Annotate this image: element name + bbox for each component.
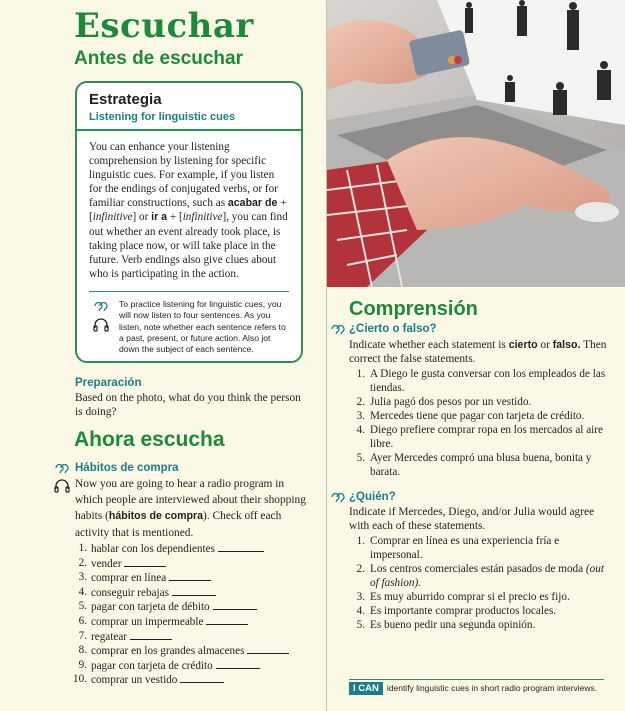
answer-blank[interactable] [180, 673, 224, 683]
item-number: 5. [78, 600, 87, 613]
falso-word: falso. [552, 339, 581, 351]
list-item [349, 451, 607, 479]
answer-blank[interactable] [172, 586, 216, 596]
item-number: 6. [78, 614, 87, 627]
list-item [72, 557, 312, 572]
strategy-body [77, 131, 301, 281]
cierto-falso-list [349, 367, 607, 479]
item-text: hablar con los dependientes [91, 543, 215, 555]
quien-instructions: Indicate if Mercedes, Diego, and/or Julia would agree with each of these statements. [349, 506, 595, 533]
item-number: 8. [78, 644, 87, 657]
item-number: 4. [78, 585, 87, 598]
instruction-text: or [537, 339, 553, 351]
item-text: A Diego le gusta conversar con los empleados de las tiendas. [370, 368, 606, 394]
item-number: 4. [356, 424, 365, 436]
habitos-text-part: ). Check off each activity that is mentioned. [75, 510, 282, 539]
answer-blank[interactable] [213, 600, 257, 610]
list-item [349, 534, 607, 562]
item-number: 3. [78, 571, 87, 584]
habitos-label: Hábitos de compra [75, 462, 179, 474]
list-item [72, 615, 312, 630]
acabar-de-phrase: acabar de [227, 197, 278, 210]
item-number: 2. [356, 396, 365, 408]
note-icons [93, 300, 111, 336]
list-item [349, 604, 607, 618]
pair-activity-icon [93, 300, 109, 312]
list-item [349, 590, 607, 604]
strategy-text: ], you can find out whether an event already took place, is taking place now, or will take place in the future. Verb endings also give clues about who is participating in the action. [89, 211, 288, 280]
list-item [349, 367, 607, 395]
i-can-badge: I CAN [349, 682, 383, 695]
item-number: 1. [78, 542, 87, 554]
quien-label: ¿Quién? [349, 491, 396, 503]
i-can-statement [349, 683, 597, 694]
list-item [72, 673, 312, 688]
item-text: Es bueno pedir una segunda opinión. [370, 619, 536, 631]
item-number: 5. [356, 619, 365, 631]
ir-a-phrase: ir a [151, 211, 168, 224]
list-item [72, 644, 312, 659]
instruction-text: Then correct the false statements. [349, 339, 607, 366]
list-item [349, 618, 607, 632]
habitos-text [75, 476, 310, 541]
list-item [72, 659, 312, 674]
strategy-text: ] or [132, 211, 152, 224]
infinitive-word: infinitive [182, 211, 223, 224]
ahora-escucha-title: Ahora escucha [74, 428, 225, 451]
item-text: Es importante comprar productos locales. [370, 605, 557, 617]
item-number: 10. [73, 673, 87, 686]
item-text: Es muy aburrido comprar si el precio es fijo. [370, 591, 570, 603]
page-subtitle: Antes de escuchar [74, 48, 243, 69]
strategy-text: + [ [167, 211, 183, 224]
strategy-text: + [ [89, 197, 287, 224]
item-gloss: (out of fashion). [370, 563, 604, 589]
item-text: Comprar en línea es una experiencia fría e impersonal. [370, 535, 560, 561]
pair-activity-icon [54, 462, 70, 474]
list-item [72, 586, 312, 601]
item-number: 3. [356, 410, 365, 422]
answer-blank[interactable] [216, 659, 260, 669]
answer-blank[interactable] [130, 630, 172, 640]
list-item [72, 630, 312, 645]
strategy-text: You can enhance your listening comprehension by listening for specific linguistic cues. For example, if you listen for the endings of conjugated verbs, or for familiar constructions, such as [89, 141, 278, 210]
strategy-box [75, 81, 303, 363]
activity-checklist [72, 542, 312, 688]
item-text: Los centros comerciales están pasados de moda [370, 563, 584, 575]
list-item [72, 600, 312, 615]
list-item [349, 562, 607, 590]
item-text: Mercedes tiene que pagar con tarjeta de crédito. [370, 410, 585, 422]
strategy-title: Estrategia [89, 91, 162, 108]
item-number: 3. [356, 591, 365, 603]
instruction-text: Indicate whether each statement is [349, 339, 509, 351]
shopping-photo [327, 0, 625, 287]
strategy-note-text: To practice listening for linguistic cues, you will now listen to four sentences. As you listen, note whether each sentence refers to a past, present, or future action. Also jot down the subject of each sentence. [119, 298, 286, 355]
item-number: 5. [356, 452, 365, 464]
item-number: 1. [356, 535, 365, 547]
item-text: Diego prefiere comprar ropa en los mercados al aire libre. [370, 424, 603, 450]
item-text: pagar con tarjeta de débito [91, 601, 210, 614]
item-text: Ayer Mercedes compró una blusa buena, bonita y barata. [370, 452, 592, 478]
list-item [72, 542, 312, 557]
answer-blank[interactable] [218, 542, 264, 552]
list-item [349, 409, 607, 423]
page-title: Escuchar [74, 6, 254, 46]
quien-list [349, 534, 607, 632]
cierto-word: cierto [508, 339, 538, 351]
answer-blank[interactable] [206, 615, 248, 625]
comprension-title: Comprensión [349, 298, 478, 320]
item-text: regatear [91, 630, 128, 643]
list-item [72, 571, 312, 586]
item-number: 2. [78, 556, 87, 569]
item-number: 2. [356, 563, 365, 575]
item-number: 1. [356, 368, 365, 380]
strategy-subtitle: Listening for linguistic cues [89, 111, 236, 123]
item-number: 9. [78, 658, 87, 671]
item-text: comprar un vestido [91, 674, 178, 687]
list-item [349, 423, 607, 451]
headphones-icon [93, 318, 109, 332]
strategy-header [77, 83, 301, 131]
strategy-note [77, 292, 301, 355]
item-text: comprar en línea [91, 572, 167, 585]
item-text: comprar un impermeable [91, 615, 204, 628]
preparacion-label: Preparación [75, 377, 142, 389]
item-text: pagar con tarjeta de crédito [91, 659, 213, 672]
answer-blank[interactable] [124, 557, 166, 567]
item-text: comprar en los grandes almacenes [91, 645, 245, 658]
item-text: Julia pagó dos pesos por un vestido. [370, 396, 532, 408]
i-can-text: identify linguistic cues in short radio program interviews. [386, 683, 598, 693]
habitos-text-part: Now you are going to hear a radio program in which people are interviewed about their shopping habits ( [75, 478, 306, 523]
habitos-bold-term: hábitos de compra [108, 510, 204, 523]
answer-blank[interactable] [169, 571, 211, 581]
infinitive-word: infinitive [92, 211, 133, 224]
preparacion-text: Based on the photo, what do you think the person is doing? [75, 392, 301, 418]
pair-activity-icon [330, 323, 346, 335]
ican-divider [349, 679, 604, 680]
item-text: vender [91, 557, 122, 570]
cierto-falso-instructions [349, 338, 611, 366]
list-item [349, 395, 607, 409]
headphones-icon [54, 479, 70, 493]
cierto-falso-label: ¿Cierto o falso? [349, 323, 437, 335]
item-text: conseguir rebajas [91, 586, 169, 599]
item-number: 4. [356, 605, 365, 617]
pair-activity-icon [330, 491, 346, 503]
answer-blank[interactable] [247, 644, 289, 654]
item-number: 7. [78, 629, 87, 642]
